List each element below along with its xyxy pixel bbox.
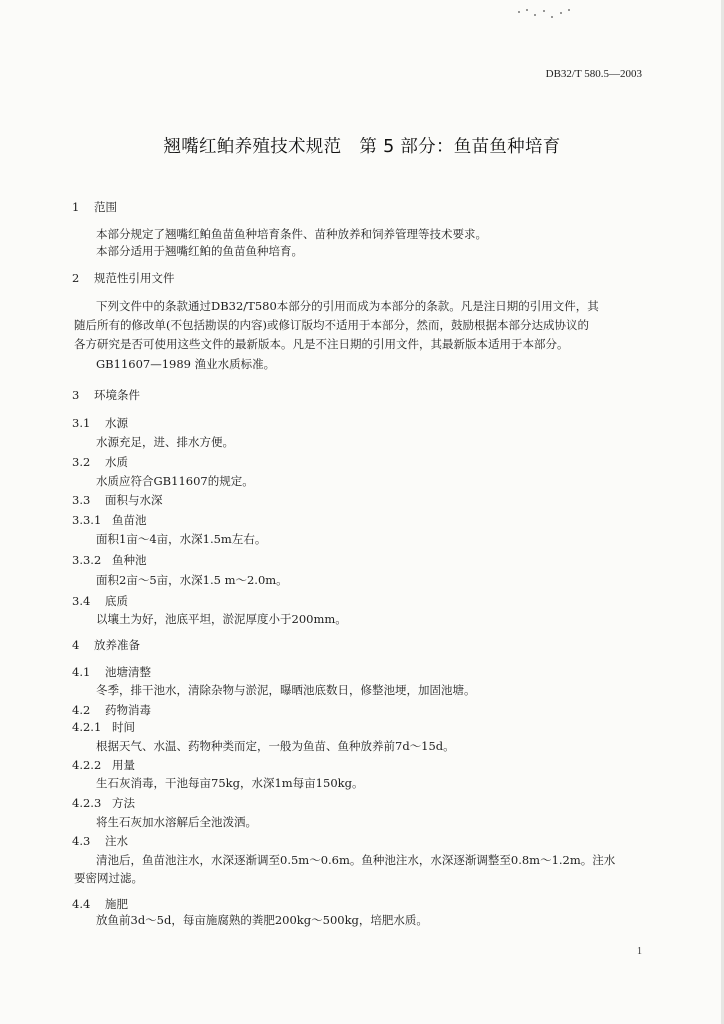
line-text: 冬季，排干池水，清除杂物与淤泥，曝晒池底数日，修整池埂，加固池塘。 bbox=[96, 683, 476, 697]
line-text: 清池后，鱼苗池注水，水深逐渐调至0.5m～0.6m。鱼种池注水，水深逐渐调整至0.8m～1.2m。注水 bbox=[96, 853, 616, 867]
paragraph-line bbox=[96, 227, 671, 241]
subsection-heading bbox=[72, 720, 647, 734]
line-text: 下列文件中的条款通过DB32/T580本部分的引用而成为本部分的条款。凡是注日期的引用文件，其 bbox=[96, 299, 599, 313]
document-title bbox=[0, 133, 724, 158]
line-text: 面积1亩～4亩，水深1.5m左右。 bbox=[96, 532, 267, 546]
line-text: GB11607—1989 渔业水质标准。 bbox=[96, 357, 276, 371]
subsection-heading bbox=[72, 594, 647, 608]
line-text: 方法 bbox=[112, 796, 135, 810]
line-text: 面积与水深 bbox=[105, 493, 163, 507]
paragraph-line bbox=[96, 612, 671, 626]
paragraph-line bbox=[96, 815, 671, 829]
paragraph-line bbox=[96, 532, 671, 546]
line-text: 将生石灰加水溶解后全池泼洒。 bbox=[96, 815, 257, 829]
paragraph-line bbox=[96, 776, 671, 790]
paragraph-line bbox=[96, 683, 671, 697]
paragraph-line bbox=[96, 244, 671, 258]
clause-number: 2 bbox=[72, 271, 80, 285]
clause-number: 3.4 bbox=[72, 594, 91, 608]
paragraph-line bbox=[74, 871, 649, 885]
subsection-heading bbox=[72, 796, 647, 810]
line-text: 本部分适用于翘嘴红鲌的鱼苗鱼种培育。 bbox=[96, 244, 303, 258]
line-text: 用量 bbox=[112, 758, 135, 772]
clause-number: 1 bbox=[72, 200, 80, 214]
subsection-heading bbox=[72, 553, 647, 567]
clause-number: 4.2 bbox=[72, 703, 91, 717]
line-text: 面积2亩～5亩，水深1.5 m～2.0m。 bbox=[96, 573, 288, 587]
title-part: 第 5 部分：鱼苗鱼种培育 bbox=[359, 137, 561, 157]
section-heading bbox=[72, 200, 647, 214]
line-text: 水源充足，进、排水方便。 bbox=[96, 435, 234, 449]
line-text: 水质 bbox=[105, 455, 128, 469]
paragraph-line bbox=[96, 474, 671, 488]
paragraph-line bbox=[96, 357, 671, 371]
clause-number: 3.3 bbox=[72, 493, 91, 507]
subsection-heading bbox=[72, 897, 647, 911]
line-text: 时间 bbox=[112, 720, 135, 734]
line-text: 鱼种池 bbox=[112, 553, 147, 567]
subsection-heading bbox=[72, 703, 647, 717]
scan-speck bbox=[551, 16, 553, 18]
paragraph-line bbox=[74, 337, 649, 351]
scan-specks bbox=[516, 8, 576, 20]
section-heading bbox=[72, 388, 647, 402]
subsection-heading bbox=[72, 834, 647, 848]
line-text: 鱼苗池 bbox=[112, 513, 147, 527]
line-text: 施肥 bbox=[105, 897, 128, 911]
line-text: 注水 bbox=[105, 834, 128, 848]
line-text: 本部分规定了翘嘴红鲌鱼苗鱼种培育条件、苗种放养和饲养管理等技术要求。 bbox=[96, 227, 487, 241]
line-text: 生石灰消毒，干池每亩75kg，水深1m每亩150kg。 bbox=[96, 776, 364, 790]
scan-speck bbox=[534, 14, 536, 16]
scan-speck bbox=[560, 12, 562, 14]
paragraph-line bbox=[96, 913, 671, 927]
clause-number: 3.3.1 bbox=[72, 513, 102, 527]
line-text: 底质 bbox=[105, 594, 128, 608]
subsection-heading bbox=[72, 758, 647, 772]
line-text: 要密网过滤。 bbox=[74, 871, 143, 885]
subsection-heading bbox=[72, 493, 647, 507]
subsection-heading bbox=[72, 513, 647, 527]
scan-speck bbox=[543, 10, 545, 12]
scan-speck bbox=[518, 11, 520, 13]
clause-number: 4.2.3 bbox=[72, 796, 102, 810]
clause-number: 4.3 bbox=[72, 834, 91, 848]
line-text: 随后所有的修改单(不包括勘误的内容)或修订版均不适用于本部分，然而，鼓励根据本部分达成协议的 bbox=[74, 318, 589, 332]
line-text: 水质应符合GB11607的规定。 bbox=[96, 474, 254, 488]
title-main: 翘嘴红鲌养殖技术规范 bbox=[163, 137, 342, 157]
paragraph-line bbox=[96, 435, 671, 449]
clause-number: 3.1 bbox=[72, 416, 91, 430]
paragraph-line bbox=[96, 739, 671, 753]
line-text: 各方研究是否可使用这些文件的最新版本。凡是不注日期的引用文件，其最新版本适用于本部分。 bbox=[74, 337, 569, 351]
clause-number: 4.2.2 bbox=[72, 758, 102, 772]
clause-number: 3 bbox=[72, 388, 80, 402]
line-text: 放养准备 bbox=[94, 638, 140, 652]
line-text: 范围 bbox=[94, 200, 117, 214]
page-number: 1 bbox=[637, 946, 642, 957]
document-code: DB32/T 580.5—2003 bbox=[545, 68, 642, 80]
clause-number: 3.2 bbox=[72, 455, 91, 469]
line-text: 池塘清整 bbox=[105, 665, 151, 679]
line-text: 环境条件 bbox=[94, 388, 140, 402]
line-text: 根据天气、水温、药物种类而定，一般为鱼苗、鱼种放养前7d～15d。 bbox=[96, 739, 455, 753]
section-heading bbox=[72, 271, 647, 285]
line-text: 放鱼前3d～5d，每亩施腐熟的粪肥200kg～500kg，培肥水质。 bbox=[96, 913, 428, 927]
clause-number: 4.1 bbox=[72, 665, 91, 679]
subsection-heading bbox=[72, 416, 647, 430]
paragraph-line bbox=[74, 318, 649, 332]
subsection-heading bbox=[72, 665, 647, 679]
line-text: 规范性引用文件 bbox=[94, 271, 175, 285]
clause-number: 4.4 bbox=[72, 897, 91, 911]
paragraph-line bbox=[96, 299, 671, 313]
line-text: 药物消毒 bbox=[105, 703, 151, 717]
line-text: 水源 bbox=[105, 416, 128, 430]
scan-speck bbox=[526, 9, 528, 11]
clause-number: 3.3.2 bbox=[72, 553, 102, 567]
line-text: 以壤土为好，池底平坦，淤泥厚度小于200mm。 bbox=[96, 612, 347, 626]
clause-number: 4 bbox=[72, 638, 80, 652]
clause-number: 4.2.1 bbox=[72, 720, 102, 734]
subsection-heading bbox=[72, 455, 647, 469]
scan-speck bbox=[568, 9, 570, 11]
paragraph-line bbox=[96, 573, 671, 587]
section-heading bbox=[72, 638, 647, 652]
paragraph-line bbox=[96, 853, 671, 867]
